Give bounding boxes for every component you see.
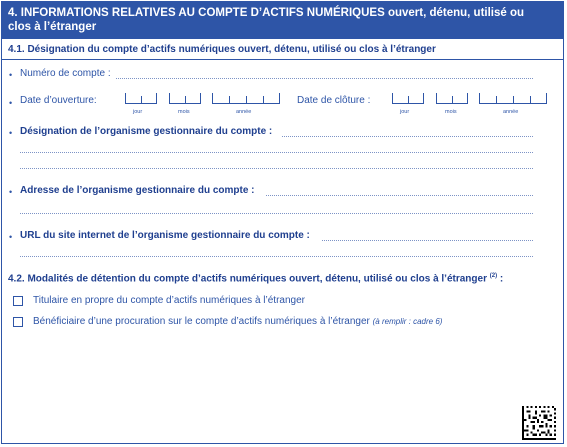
section-header	[2, 2, 563, 39]
org-url-field[interactable]	[322, 240, 533, 241]
day-caption: jour	[133, 109, 143, 115]
form-frame	[1, 1, 564, 444]
day-caption: jour	[400, 109, 410, 115]
bullet-icon: •	[9, 98, 13, 108]
separator	[2, 59, 563, 60]
closing-year-field[interactable]	[479, 93, 547, 104]
org-designation-field-line2[interactable]	[20, 152, 533, 153]
year-caption: année	[236, 109, 252, 115]
bullet-icon: •	[9, 128, 13, 138]
month-caption: mois	[445, 109, 457, 115]
org-address-label: Adresse de l’organisme gestionnaire du compte :	[20, 185, 255, 196]
bullet-icon: •	[9, 187, 13, 197]
closing-month-field[interactable]	[436, 93, 468, 104]
account-number-field[interactable]	[116, 78, 533, 79]
month-caption: mois	[178, 109, 190, 115]
proxy-option-label: Bénéficiaire d’une procuration sur le compte d’actifs numériques à l’étranger (à remplir : cadre 6)	[33, 316, 443, 327]
account-number-label: Numéro de compte :	[20, 68, 111, 79]
section-4-2-title: 4.2. Modalités de détention du compte d’actifs numériques ouvert, détenu, utilisé ou clos à l’étranger $^{(2)}$ :	[8, 273, 504, 285]
org-designation-field-line3[interactable]	[20, 168, 533, 169]
year-caption: année	[503, 109, 519, 115]
opening-date-label: Date d’ouverture:	[20, 95, 97, 106]
opening-day-field[interactable]	[125, 93, 157, 104]
datamatrix-code-icon	[522, 406, 556, 440]
proxy-checkbox[interactable]	[13, 317, 23, 327]
org-designation-field[interactable]	[282, 136, 533, 137]
org-address-field-line2[interactable]	[20, 213, 533, 214]
org-url-field-line2[interactable]	[20, 256, 533, 257]
proxy-note: (à remplir : cadre 6)	[372, 317, 443, 326]
header-title-line2: clos à l’étranger	[8, 21, 97, 33]
org-address-field[interactable]	[266, 195, 533, 196]
bullet-icon: •	[9, 232, 13, 242]
org-url-label: URL du site internet de l’organisme gestionnaire du compte :	[20, 230, 310, 241]
owner-option-label: Titulaire en propre du compte d’actifs numériques à l’étranger	[33, 295, 305, 306]
header-title: 4. INFORMATIONS RELATIVES AU COMPTE D’ACTIFS NUMÉRIQUES ouvert, détenu, utilisé ou	[8, 7, 525, 19]
owner-checkbox[interactable]	[13, 296, 23, 306]
closing-day-field[interactable]	[392, 93, 424, 104]
bullet-icon: •	[9, 70, 13, 80]
section-4-1-title: 4.1. Désignation du compte d’actifs numériques ouvert, détenu, utilisé ou clos à l’étranger	[8, 44, 436, 55]
opening-year-field[interactable]	[212, 93, 280, 104]
org-designation-label: Désignation de l’organisme gestionnaire du compte :	[20, 126, 273, 137]
opening-month-field[interactable]	[169, 93, 201, 104]
closing-date-label: Date de clôture :	[297, 95, 371, 106]
